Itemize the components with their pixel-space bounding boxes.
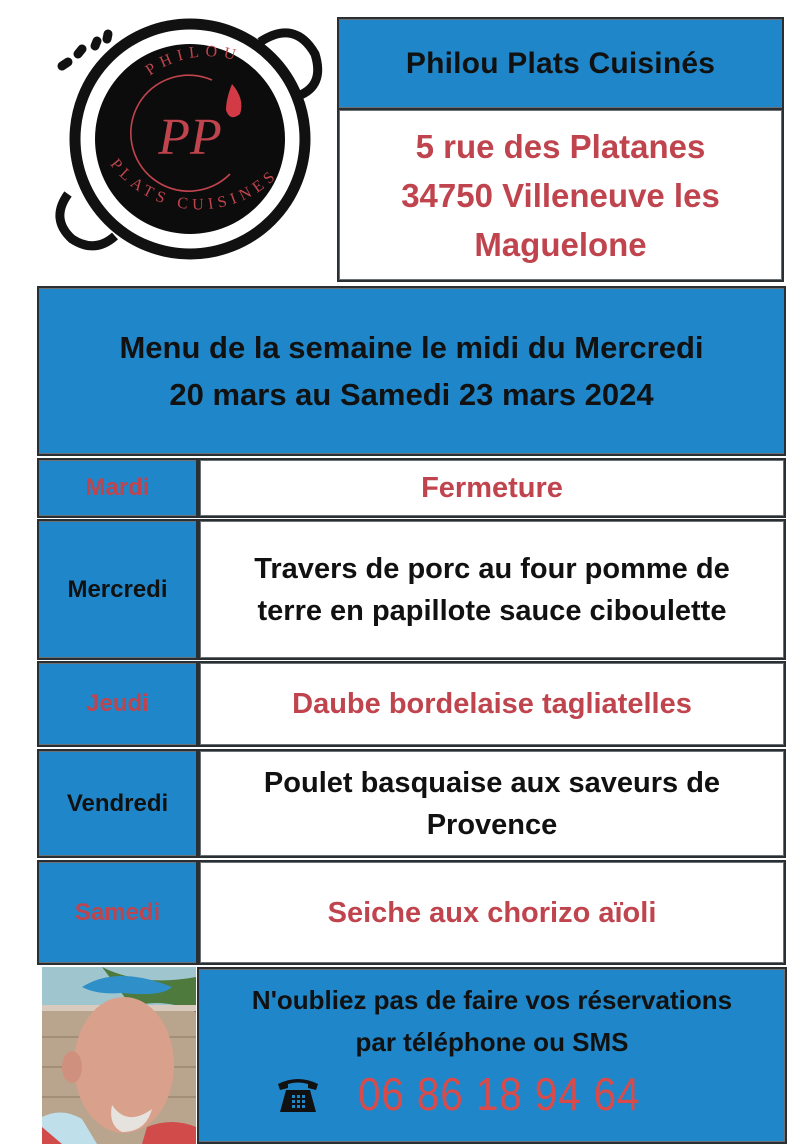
- dish-line: Poulet basquaise aux saveurs de: [263, 766, 721, 799]
- dish-line: Fermeture: [421, 472, 563, 504]
- address-line-3: Maguelone: [474, 225, 647, 263]
- dish-cell-samedi: [198, 860, 786, 965]
- phone-number[interactable]: 06 86 18 94 64: [357, 1068, 640, 1120]
- svg-text:PLATS CUISINES: PLATS CUISINES: [106, 155, 282, 214]
- menu-title-line-1: Menu de la semaine le midi du Mercredi: [119, 330, 704, 365]
- menu-title-line-2: 20 mars au Samedi 23 mars 2024: [169, 377, 654, 412]
- dish-cell-jeudi: [198, 661, 786, 747]
- telephone-icon: [276, 1074, 320, 1114]
- reservation-line-1: N'oubliez pas de faire vos réservations: [251, 985, 733, 1015]
- day-cell-samedi: [37, 860, 198, 965]
- day-label: Jeudi: [86, 690, 149, 717]
- dish-cell-vendredi: [198, 749, 786, 858]
- dish-line: terre en papillote sauce ciboulette: [257, 594, 727, 627]
- logo: [40, 14, 340, 264]
- address-line-2: 34750 Villeneuve les: [401, 176, 720, 214]
- dish-line: Daube bordelaise tagliatelles: [292, 688, 692, 720]
- reservation-box: [197, 967, 787, 1144]
- day-cell-jeudi: [37, 661, 198, 747]
- phone-row: [306, 1067, 679, 1121]
- reservation-line-2: par téléphone ou SMS: [355, 1027, 629, 1057]
- dish-line: Seiche aux chorizo aïoli: [327, 896, 657, 929]
- svg-text:PP: PP: [158, 109, 222, 166]
- day-cell-vendredi: [37, 749, 198, 858]
- day-label: Mercredi: [67, 575, 168, 603]
- day-cell-mardi: [37, 458, 198, 518]
- day-label: Vendredi: [66, 789, 169, 817]
- day-label: Samedi: [74, 898, 161, 926]
- day-cell-mercredi: [37, 519, 198, 660]
- dish-cell-mercredi: [198, 519, 786, 660]
- dish-line: Provence: [426, 808, 558, 841]
- address-line-1: 5 rue des Platanes: [415, 127, 706, 165]
- brand-title: Philou Plats Cuisinés: [405, 46, 716, 80]
- dish-line: Travers de porc au four pomme de: [254, 552, 730, 585]
- day-label: Mardi: [85, 474, 150, 501]
- pan-logo-icon: [40, 14, 340, 264]
- address-box: [337, 108, 784, 282]
- menu-title-box: [37, 286, 786, 456]
- chef-photo: [42, 967, 196, 1144]
- brand-header: [337, 17, 784, 110]
- svg-text:PHILOU: PHILOU: [142, 43, 244, 80]
- dish-cell-mardi: [198, 458, 786, 518]
- chef-portrait-icon: [42, 967, 196, 1144]
